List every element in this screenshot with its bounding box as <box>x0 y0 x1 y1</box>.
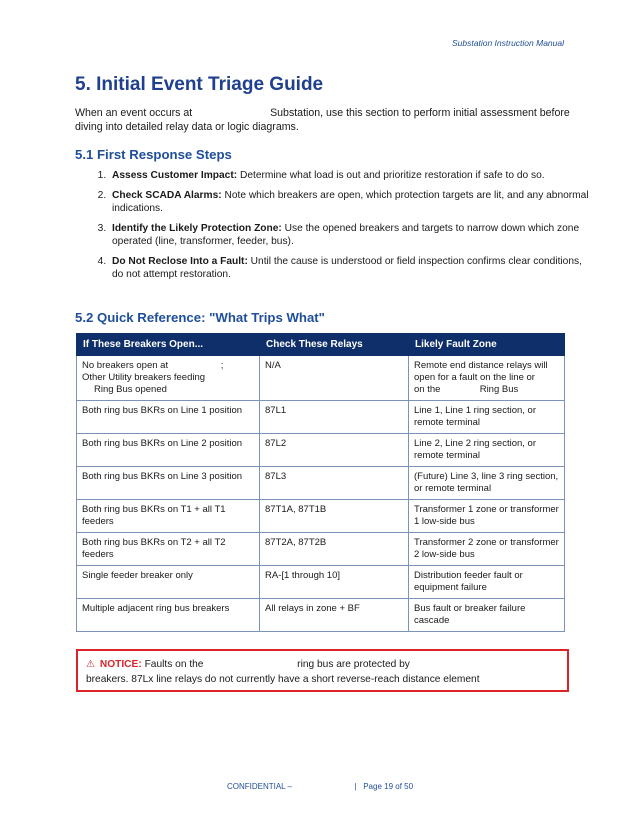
section-title: 5. Initial Event Triage Guide <box>75 74 324 95</box>
step-text: Determine what load is out and prioritize restoration if safe to do so. <box>237 170 545 181</box>
notice-text: breakers. 87Lx line relays do not currently have a short reverse-reach distance element <box>86 674 480 685</box>
first-response-steps <box>75 169 594 288</box>
cell-text: Ring Bus <box>479 384 519 395</box>
table-cell: 87L2 <box>260 434 409 467</box>
table-row <box>77 533 565 566</box>
notice-label: NOTICE: <box>99 659 142 670</box>
table-cell: Distribution feeder fault or equipment failure <box>409 566 565 599</box>
table-cell: Both ring bus BKRs on T2 + all T2 feeders <box>77 533 260 566</box>
step-item <box>109 169 594 182</box>
confidential-label: CONFIDENTIAL – <box>226 782 292 791</box>
step-text: Note which breakers are open, which protection targets are lit, and any abnormal indications. <box>112 190 589 214</box>
quick-reference-heading: 5.2 Quick Reference: "What Trips What" <box>75 310 325 325</box>
table-cell: 87L3 <box>260 467 409 500</box>
table-cell: Single feeder breaker only <box>77 566 260 599</box>
table-cell: Bus fault or breaker failure cascade <box>409 599 565 632</box>
table-header-row <box>77 334 565 356</box>
table-cell: All relays in zone + BF <box>260 599 409 632</box>
table-cell: 87L1 <box>260 401 409 434</box>
intro-paragraph <box>75 106 570 134</box>
step-label: Check SCADA Alarms: <box>112 190 222 201</box>
notice-text: ring bus are protected by <box>297 659 410 670</box>
notice-text: Faults on the <box>144 659 204 670</box>
warning-icon: ⚠ <box>86 659 95 670</box>
table-row <box>77 434 565 467</box>
column-header: If These Breakers Open... <box>77 334 260 356</box>
table-row <box>77 599 565 632</box>
table-cell: Both ring bus BKRs on Line 1 position <box>77 401 260 434</box>
cell-text: Ring Bus opened <box>94 384 167 395</box>
table-cell: Both ring bus BKRs on Line 3 position <box>77 467 260 500</box>
cell-text: No breakers open at <box>82 360 169 371</box>
cell-text: Remote end distance relays will open for a fault on the line or <box>414 360 548 383</box>
table-cell: (Future) Line 3, line 3 ring section, or remote terminal <box>409 467 565 500</box>
redacted-name <box>413 659 477 670</box>
table-cell: Line 1, Line 1 ring section, or remote terminal <box>409 401 565 434</box>
table-cell: Transformer 1 zone or transformer 1 low-side bus <box>409 500 565 533</box>
redacted-name <box>206 659 294 670</box>
table-cell <box>409 356 565 401</box>
table-cell: Multiple adjacent ring bus breakers <box>77 599 260 632</box>
table-cell: N/A <box>260 356 409 401</box>
table-cell: Line 2, Line 2 ring section, or remote terminal <box>409 434 565 467</box>
what-trips-what-table <box>76 333 565 632</box>
step-text: Use the opened breakers and targets to narrow down which zone operated (line, transformer, feeder, bus). <box>112 223 580 247</box>
intro-text-before: When an event occurs at <box>75 107 193 119</box>
table-row <box>77 401 565 434</box>
table-cell: 87T1A, 87T1B <box>260 500 409 533</box>
table-cell: 87T2A, 87T2B <box>260 533 409 566</box>
table-row <box>77 356 565 401</box>
table-cell <box>77 356 260 401</box>
column-header: Check These Relays <box>260 334 409 356</box>
cell-text: Other Utility breakers feeding <box>82 372 206 383</box>
table-row <box>77 500 565 533</box>
footer-separator: | <box>354 782 357 791</box>
table-cell: Transformer 2 zone or transformer 2 low-side bus <box>409 533 565 566</box>
step-item <box>109 255 594 281</box>
step-label: Do Not Reclose Into a Fault: <box>112 256 248 267</box>
cell-text: ; <box>220 360 224 371</box>
intro-text-after: Substation, use this section to perform initial assessment before diving into detailed relay data or logic diagrams. <box>75 107 570 133</box>
page-footer <box>0 782 640 791</box>
step-text: Until the cause is understood or field inspection confirms clear conditions, do not attempt restoration. <box>112 256 582 280</box>
step-label: Assess Customer Impact: <box>112 170 238 181</box>
running-header: Substation Instruction Manual <box>452 38 564 48</box>
step-label: Identify the Likely Protection Zone: <box>112 223 282 234</box>
page-number: Page 19 of 50 <box>363 782 414 791</box>
first-response-heading: 5.1 First Response Steps <box>75 147 232 162</box>
step-item <box>109 222 594 248</box>
notice-box <box>76 649 569 692</box>
table-cell: RA-[1 through 10] <box>260 566 409 599</box>
column-header: Likely Fault Zone <box>409 334 565 356</box>
table-row <box>77 566 565 599</box>
table-cell: Both ring bus BKRs on Line 2 position <box>77 434 260 467</box>
table-row <box>77 467 565 500</box>
step-item <box>109 189 594 215</box>
cell-text: on the <box>414 384 441 395</box>
table-cell: Both ring bus BKRs on T1 + all T1 feeders <box>77 500 260 533</box>
